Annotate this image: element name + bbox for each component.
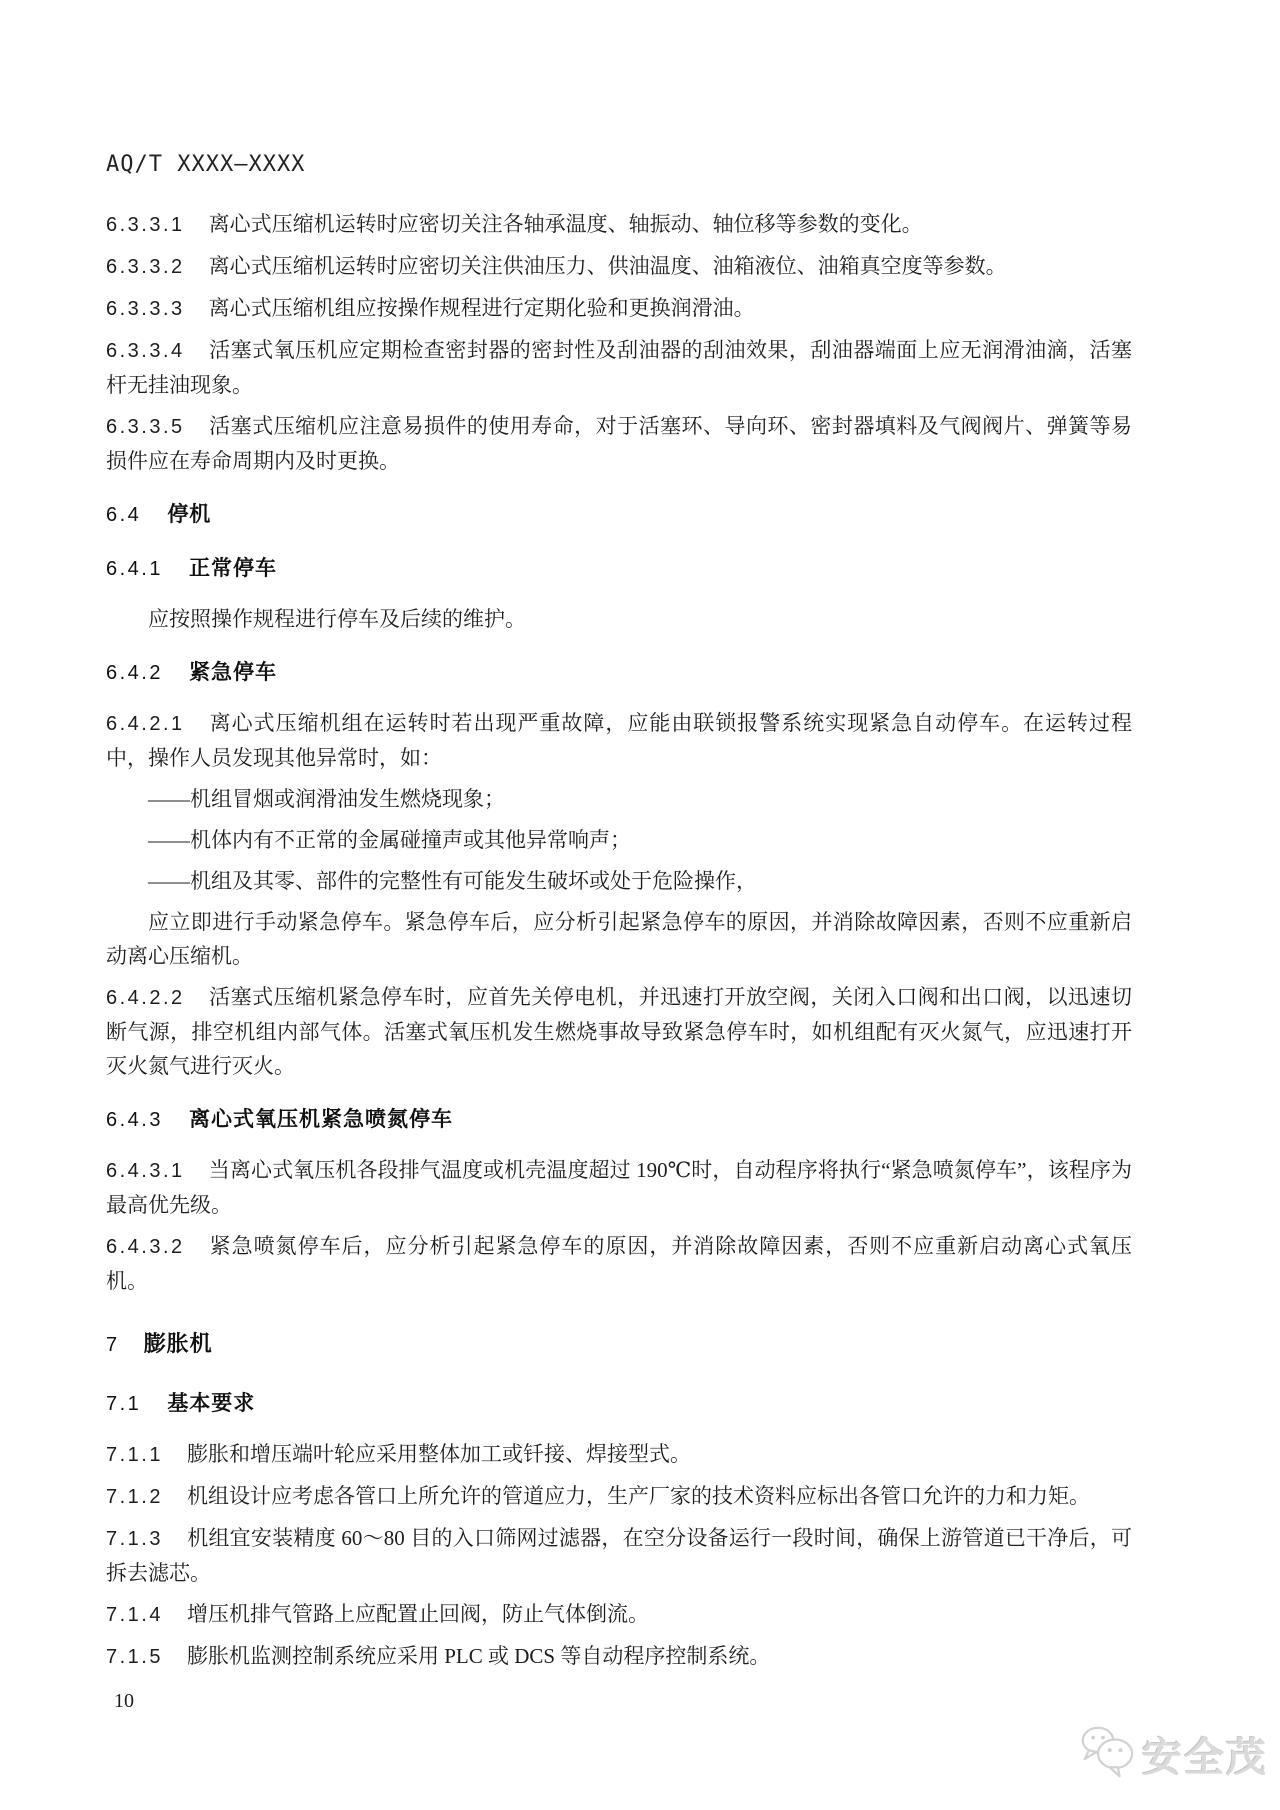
clause-number: 6.3.3.1 <box>106 214 185 236</box>
clause-number: 6.3.3.4 <box>106 340 185 362</box>
clause-6-4-3-2 <box>106 1229 1132 1298</box>
clause-number: 6.4.3 <box>106 1109 163 1131</box>
clause-number: 6.4.2 <box>106 662 163 684</box>
clause-number: 6.4.1 <box>106 558 163 580</box>
standard-number: AQ/T XXXX—XXXX <box>106 152 306 177</box>
clause-text: 膨胀机 <box>143 1331 213 1356</box>
heading-6-4-2 <box>106 656 1132 690</box>
chapter-7 <box>106 1326 1132 1363</box>
clause-number: 6.4.2.2 <box>106 987 185 1009</box>
clause-6-3-3-4 <box>106 333 1132 402</box>
dash-10 <box>106 782 1132 816</box>
clause-text: 正常停车 <box>188 557 277 580</box>
clause-text: 增压机排气管路上应配置止回阀，防止气体倒流。 <box>186 1602 649 1626</box>
dash-11 <box>106 823 1132 857</box>
clause-number: 6.4.3.1 <box>106 1160 185 1182</box>
clause-7-1-2 <box>106 1479 1132 1514</box>
clause-number: 7.1.3 <box>106 1528 163 1550</box>
clause-7-1-4 <box>106 1597 1132 1632</box>
para-13 <box>106 905 1132 973</box>
clause-text: ——机组及其零、部件的完整性有可能发生破坏或处于危险操作， <box>148 869 757 893</box>
clause-number: 7.1 <box>106 1393 142 1415</box>
clause-7-1-1 <box>106 1437 1132 1472</box>
clause-6-3-3-2 <box>106 249 1132 284</box>
clause-text: 机组设计应考虑各管口上所允许的管道应力，生产厂家的技术资料应标出各管口允许的力和力矩。 <box>186 1484 1090 1508</box>
clause-number: 7.1.5 <box>106 1646 163 1668</box>
clause-text: 离心式压缩机运转时应密切关注供油压力、供油温度、油箱液位、油箱真空度等参数。 <box>208 254 1007 278</box>
clause-number: 6.4.2.1 <box>106 713 185 735</box>
clause-6-3-3-3 <box>106 291 1132 326</box>
clause-text: 应立即进行手动紧急停车。紧急停车后，应分析引起紧急停车的原因，并消除故障因素，否则不应重新启动离心压缩机。 <box>106 910 1132 968</box>
clause-number: 7.1.2 <box>106 1486 163 1508</box>
clause-text: 基本要求 <box>167 1392 256 1415</box>
clause-6-4-2-1 <box>106 706 1132 775</box>
clause-number: 7.1.1 <box>106 1444 163 1466</box>
clause-text: 活塞式氧压机应定期检查密封器的密封性及刮油器的刮油效果，刮油器端面上应无润滑油滴，活塞杆无挂油现象。 <box>106 338 1132 397</box>
page-number: 10 <box>114 1690 134 1712</box>
clause-text: 膨胀和增压端叶轮应采用整体加工或钎接、焊接型式。 <box>186 1442 691 1466</box>
clause-text: 离心式压缩机运转时应密切关注各轴承温度、轴振动、轴位移等参数的变化。 <box>208 212 923 236</box>
brand-name: 安全茂 <box>1142 1736 1268 1780</box>
heading-6-4-1 <box>106 552 1132 586</box>
document-body <box>106 207 1132 1674</box>
clause-text: ——机体内有不正常的金属碰撞声或其他异常响声； <box>148 828 631 852</box>
clause-text: 停机 <box>167 503 212 526</box>
wechat-icon <box>1078 1726 1136 1783</box>
clause-7-1-5 <box>106 1639 1132 1674</box>
clause-number: 6.3.3.2 <box>106 256 185 278</box>
clause-6-3-3-1 <box>106 207 1132 242</box>
clause-text: 离心式氧压机紧急喷氮停车 <box>188 1108 453 1131</box>
clause-number: 6.4.3.2 <box>106 1236 185 1258</box>
clause-text: 活塞式压缩机紧急停车时，应首先关停电机，并迅速打开放空阀，关闭入口阀和出口阀，以迅速切断气源，排空机组内部气体。活塞式氧压机发生燃烧事故导致紧急停车时，如机组配有灭火氮气，应迅速打开灭火氮气进行灭火。 <box>106 985 1132 1078</box>
heading-6-4-3 <box>106 1103 1132 1137</box>
clause-text: 离心式压缩机组应按操作规程进行定期化验和更换润滑油。 <box>208 296 755 320</box>
clause-7-1-3 <box>106 1521 1132 1590</box>
clause-text: 当离心式氧压机各段排气温度或机壳温度超过 190℃时，自动程序将执行“紧急喷氮停车”，该程序为最高优先级。 <box>106 1158 1132 1217</box>
clause-6-3-3-5 <box>106 409 1132 478</box>
clause-text: ——机组冒烟或润滑油发生燃烧现象； <box>148 787 505 811</box>
clause-number: 7 <box>106 1334 120 1356</box>
clause-text: 机组宜安装精度 60～80 目的入口筛网过滤器，在空分设备运行一段时间，确保上游管道已干净后，可拆去滤芯。 <box>106 1526 1132 1585</box>
clause-text: 紧急喷氮停车后，应分析引起紧急停车的原因，并消除故障因素，否则不应重新启动离心式氧压机。 <box>106 1234 1132 1293</box>
clause-text: 膨胀机监测控制系统应采用 PLC 或 DCS 等自动程序控制系统。 <box>186 1644 771 1668</box>
clause-text: 紧急停车 <box>188 661 277 684</box>
clause-text: 应按照操作规程进行停车及后续的维护。 <box>148 607 526 631</box>
heading-7-1 <box>106 1387 1132 1421</box>
clause-6-4-3-1 <box>106 1153 1132 1222</box>
clause-number: 6.4 <box>106 504 142 526</box>
dash-12 <box>106 864 1132 898</box>
clause-number: 6.3.3.5 <box>106 416 185 438</box>
clause-text: 活塞式压缩机应注意易损件的使用寿命，对于活塞环、导向环、密封器填料及气阀阀片、弹簧等易损件应在寿命周期内及时更换。 <box>106 414 1132 473</box>
clause-6-4-2-2 <box>106 980 1132 1083</box>
para-7 <box>106 602 1132 636</box>
clause-number: 7.1.4 <box>106 1604 163 1626</box>
heading-6-4 <box>106 498 1132 532</box>
brand-watermark <box>1078 1726 1268 1783</box>
clause-text: 离心式压缩机组在运转时若出现严重故障，应能由联锁报警系统实现紧急自动停车。在运转过程中，操作人员发现其他异常时，如： <box>106 711 1132 770</box>
clause-number: 6.3.3.3 <box>106 298 185 320</box>
